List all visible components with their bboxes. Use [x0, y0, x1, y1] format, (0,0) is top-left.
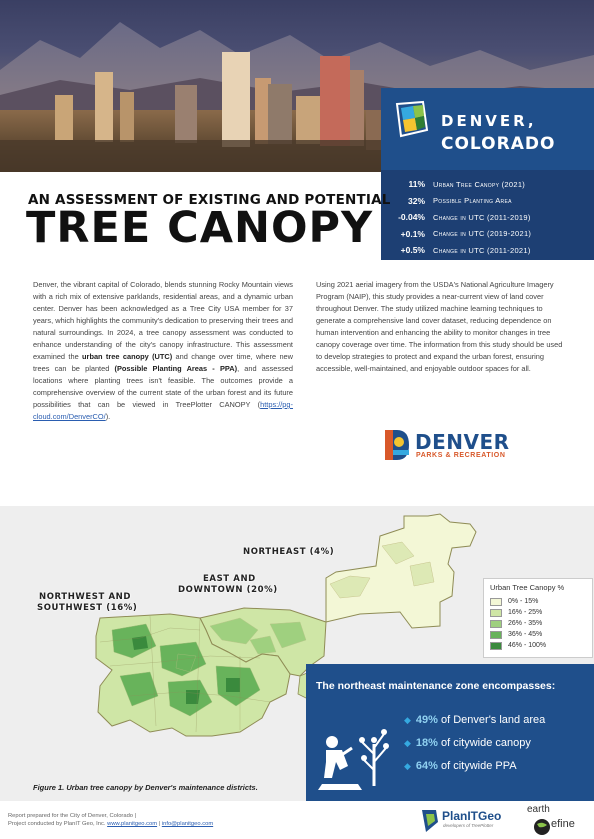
legend-swatch: [490, 598, 502, 606]
website-link[interactable]: www.planitgeo.com: [107, 821, 158, 827]
intro-bold: (Possible Planting Areas - PPA): [114, 364, 238, 373]
map-label-northwest-2: SOUTHWEST (16%): [37, 603, 138, 613]
stat-value: +0.1%: [400, 228, 425, 239]
info-item: [404, 714, 545, 726]
legend-label: 36% - 45%: [508, 631, 543, 638]
colorado-map-icon: [393, 100, 429, 140]
legend-swatch: [490, 609, 502, 617]
footer-line-2: [8, 821, 213, 827]
stat-row: [381, 209, 594, 226]
planit-name: PlanITGeo: [442, 809, 502, 823]
info-item: [404, 737, 531, 749]
methodology-paragraph: Using 2021 aerial imagery from the USDA's National Agriculture Imagery Program (NAIP), this study provides a near-current view of land cover throughout Denver. The study utilized machine learning techniques to generate a comprehensive land cover dataset, reducing dependence on human intervention and enhancing the ability to monitor changes in tree canopy coverage over time. The information from this study should be used to develop strategies to protect and expand the urban forest, ensuring accessible, well-maintained, and enjoyable outdoor spaces for all.: [316, 280, 563, 373]
earth-define-logo: [527, 804, 587, 838]
stat-label: Possible Planting Area: [433, 196, 512, 206]
state-name: COLORADO: [441, 134, 556, 154]
footer-line-1: Report prepared for the City of Denver, Colorado |: [8, 813, 137, 819]
stat-row: [381, 176, 594, 193]
define-text: efine: [551, 818, 575, 830]
stat-value: 32%: [407, 195, 425, 206]
parks-name: DENVER: [415, 430, 510, 454]
tree-planting-icon: [318, 704, 398, 796]
info-number: 18%: [415, 737, 438, 749]
city-name: DENVER,: [441, 112, 537, 130]
intro-bold: urban tree canopy (UTC): [82, 352, 173, 361]
bullet-icon: ◆: [404, 738, 411, 748]
stat-label: Change in UTC (2011-2019): [433, 212, 531, 222]
report-subtitle: AN ASSESSMENT OF EXISTING AND POTENTIAL: [28, 192, 391, 208]
info-number: 64%: [415, 760, 438, 772]
footer-text: Project conducted by PlanIT Geo, Inc.: [8, 821, 108, 827]
legend-item: [490, 596, 586, 607]
legend-title: Urban Tree Canopy %: [490, 583, 565, 592]
map-label-east-downtown-2: DOWNTOWN (20%): [178, 585, 278, 595]
map-label-northwest-1: NORTHWEST AND: [39, 592, 132, 602]
legend-label: 16% - 25%: [508, 609, 543, 616]
parks-subtitle: PARKS & RECREATION: [416, 452, 506, 459]
legend-item: [490, 607, 586, 618]
legend-label: 46% - 100%: [508, 642, 547, 649]
intro-text: , and assessed locations where planting trees isn't feasible. The outcomes provide a comprehensive overview of the current state of the urban forest and its future possibilities that can be viewed in TreePlotter CANOPY (: [33, 364, 294, 409]
intro-paragraph: [33, 279, 293, 423]
email-link[interactable]: info@planitgeo.com: [161, 821, 214, 827]
stat-row: [381, 242, 594, 259]
bullet-icon: ◆: [404, 715, 411, 725]
intro-text: Denver, the vibrant capital of Colorado, blends stunning Rocky Mountain views with a rich mix of extensive parklands, residential areas, and a dynamic urban center. Denver has been acknowledged as a Tree City USA member for 37 years, which highlights the community's dedication to preserving their trees and natural surroundings. In 2024, a tree canopy assessment was conducted to enhance understanding of the city's canopy infrastructure. This assessment examined the: [33, 280, 293, 361]
info-title: The northeast maintenance zone encompasses:: [316, 680, 556, 692]
legend-label: 26% - 35%: [508, 620, 543, 627]
treeplotter-link[interactable]: https://pg-cloud.com/DenverCO/: [33, 400, 293, 421]
intro-text: and change over time, where new trees can be planted: [33, 352, 294, 373]
denver-d-icon: [383, 428, 411, 462]
stat-label: Change in UTC (2019-2021): [433, 229, 532, 239]
info-number: 49%: [415, 714, 438, 726]
map-region-northeast: [326, 514, 476, 628]
legend-item: [490, 640, 586, 651]
earth-text: earth: [527, 804, 550, 815]
denver-parks-logo: [383, 428, 533, 468]
planit-geo-icon: [420, 808, 440, 834]
stat-value: 11%: [408, 179, 425, 190]
stat-label: Change in UTC (2011-2021): [433, 245, 531, 255]
legend-label: 0% - 15%: [508, 598, 539, 605]
northeast-info-box: [306, 664, 594, 801]
legend-item: [490, 618, 586, 629]
info-text: of citywide PPA: [437, 760, 517, 772]
legend-swatch: [490, 620, 502, 628]
planit-tagline: developers of TreePlotter: [443, 823, 494, 828]
planit-geo-logo: [420, 806, 510, 836]
stat-row: [381, 226, 594, 243]
stat-row: [381, 193, 594, 210]
map-legend: [483, 578, 593, 658]
map-label-northeast: NORTHEAST (4%): [243, 547, 335, 557]
bullet-icon: ◆: [404, 761, 411, 771]
footer-separator: |: [157, 821, 162, 827]
stat-label: Urban Tree Canopy (2021): [433, 179, 526, 189]
info-item: [404, 760, 517, 772]
legend-swatch: [490, 642, 502, 650]
stat-value: +0.5%: [400, 245, 425, 256]
legend-swatch: [490, 631, 502, 639]
intro-text: ).: [105, 412, 111, 421]
report-title: TREE CANOPY: [26, 203, 374, 253]
info-text: of citywide canopy: [437, 737, 531, 749]
figure-caption: Figure 1. Urban tree canopy by Denver's maintenance districts.: [33, 783, 258, 792]
stat-value: -0.04%: [398, 212, 425, 223]
info-text: of Denver's land area: [437, 714, 546, 726]
map-label-east-downtown-1: EAST AND: [203, 574, 256, 584]
legend-item: [490, 629, 586, 640]
location-banner: [381, 88, 594, 170]
globe-icon: [533, 818, 551, 836]
stats-panel: [381, 170, 594, 260]
